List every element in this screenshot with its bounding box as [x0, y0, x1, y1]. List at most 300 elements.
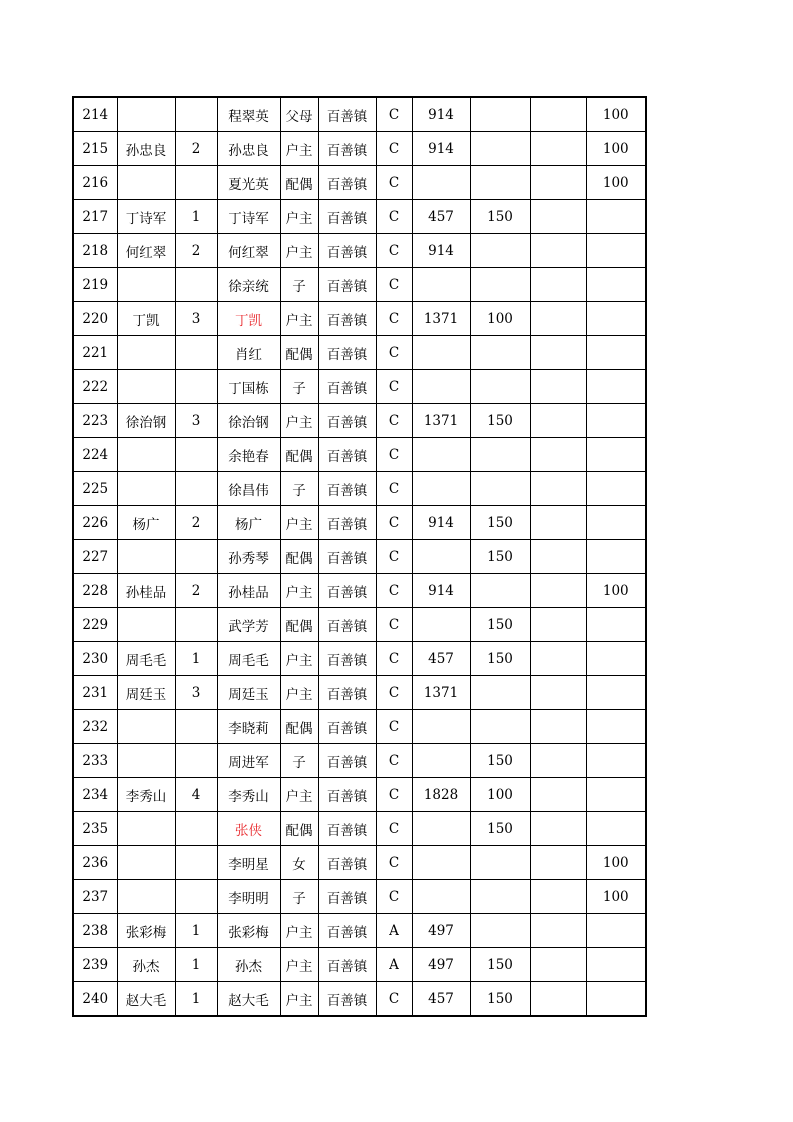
town-cell: 百善镇 [318, 370, 376, 404]
household-head-cell [117, 472, 175, 506]
subsidy-b-cell [530, 132, 586, 166]
relation-cell: 户主 [280, 234, 318, 268]
grade-cell: C [376, 880, 412, 914]
amount-cell [412, 472, 470, 506]
row-number-cell: 232 [73, 710, 117, 744]
table-row [73, 710, 646, 744]
town-cell: 百善镇 [318, 97, 376, 132]
member-name-cell: 孙忠良 [217, 132, 280, 166]
grade-cell: C [376, 438, 412, 472]
grade-cell: C [376, 166, 412, 200]
table-row [73, 608, 646, 642]
amount-cell: 457 [412, 200, 470, 234]
relation-cell: 户主 [280, 506, 318, 540]
relation-cell: 户主 [280, 302, 318, 336]
subsidy-c-cell: 100 [586, 97, 646, 132]
member-count-cell: 1 [175, 200, 217, 234]
member-count-cell [175, 166, 217, 200]
table-row [73, 97, 646, 132]
row-number-cell: 234 [73, 778, 117, 812]
subsidy-b-cell [530, 744, 586, 778]
relation-cell: 子 [280, 268, 318, 302]
relation-cell: 配偶 [280, 710, 318, 744]
subsidy-c-cell [586, 982, 646, 1017]
subsidy-c-cell [586, 642, 646, 676]
subsidy-c-cell [586, 608, 646, 642]
subsidy-a-cell [470, 370, 530, 404]
grade-cell: C [376, 574, 412, 608]
table-row [73, 132, 646, 166]
table-row [73, 336, 646, 370]
subsidy-b-cell [530, 268, 586, 302]
row-number-cell: 220 [73, 302, 117, 336]
row-number-cell: 235 [73, 812, 117, 846]
subsidy-a-cell: 150 [470, 200, 530, 234]
amount-cell: 914 [412, 506, 470, 540]
subsidy-b-cell [530, 234, 586, 268]
row-number-cell: 231 [73, 676, 117, 710]
table-row [73, 370, 646, 404]
subsidy-b-cell [530, 846, 586, 880]
subsidy-a-cell [470, 574, 530, 608]
relation-cell: 户主 [280, 982, 318, 1017]
amount-cell [412, 540, 470, 574]
subsidy-c-cell [586, 404, 646, 438]
subsidy-b-cell [530, 97, 586, 132]
table-row [73, 982, 646, 1017]
subsidy-b-cell [530, 880, 586, 914]
member-name-cell: 周毛毛 [217, 642, 280, 676]
amount-cell: 497 [412, 948, 470, 982]
subsidy-a-cell [470, 438, 530, 472]
relation-cell: 子 [280, 370, 318, 404]
subsidy-b-cell [530, 778, 586, 812]
relation-cell: 子 [280, 880, 318, 914]
subsidy-c-cell [586, 744, 646, 778]
relation-cell: 户主 [280, 676, 318, 710]
member-name-cell: 程翠英 [217, 97, 280, 132]
amount-cell [412, 744, 470, 778]
member-name-cell: 孙秀琴 [217, 540, 280, 574]
town-cell: 百善镇 [318, 506, 376, 540]
subsidy-a-cell: 150 [470, 948, 530, 982]
member-name-cell: 赵大毛 [217, 982, 280, 1017]
household-head-cell [117, 744, 175, 778]
town-cell: 百善镇 [318, 642, 376, 676]
household-head-cell [117, 438, 175, 472]
member-name-cell: 张彩梅 [217, 914, 280, 948]
household-head-cell [117, 540, 175, 574]
amount-cell: 1371 [412, 404, 470, 438]
grade-cell: C [376, 778, 412, 812]
grade-cell: C [376, 97, 412, 132]
grade-cell: C [376, 710, 412, 744]
subsidy-c-cell: 100 [586, 880, 646, 914]
table-row [73, 744, 646, 778]
subsidy-b-cell [530, 710, 586, 744]
table-row [73, 438, 646, 472]
table-row [73, 676, 646, 710]
member-count-cell [175, 710, 217, 744]
town-cell: 百善镇 [318, 880, 376, 914]
member-count-cell [175, 370, 217, 404]
member-count-cell [175, 812, 217, 846]
relation-cell: 配偶 [280, 812, 318, 846]
member-count-cell [175, 97, 217, 132]
relation-cell: 配偶 [280, 438, 318, 472]
town-cell: 百善镇 [318, 778, 376, 812]
amount-cell: 914 [412, 574, 470, 608]
amount-cell [412, 268, 470, 302]
row-number-cell: 217 [73, 200, 117, 234]
member-name-cell: 丁诗军 [217, 200, 280, 234]
subsidy-b-cell [530, 540, 586, 574]
amount-cell: 1371 [412, 676, 470, 710]
row-number-cell: 240 [73, 982, 117, 1017]
subsidy-c-cell [586, 778, 646, 812]
row-number-cell: 227 [73, 540, 117, 574]
subsidy-b-cell [530, 472, 586, 506]
town-cell: 百善镇 [318, 744, 376, 778]
subsidy-b-cell [530, 506, 586, 540]
subsidy-a-cell: 150 [470, 982, 530, 1017]
household-table [72, 96, 647, 1017]
town-cell: 百善镇 [318, 914, 376, 948]
grade-cell: C [376, 268, 412, 302]
member-count-cell: 2 [175, 234, 217, 268]
town-cell: 百善镇 [318, 166, 376, 200]
household-head-cell [117, 336, 175, 370]
subsidy-a-cell: 150 [470, 404, 530, 438]
row-number-cell: 236 [73, 846, 117, 880]
household-head-cell: 徐治钢 [117, 404, 175, 438]
household-head-cell [117, 710, 175, 744]
town-cell: 百善镇 [318, 472, 376, 506]
member-name-cell: 李明明 [217, 880, 280, 914]
town-cell: 百善镇 [318, 608, 376, 642]
relation-cell: 户主 [280, 914, 318, 948]
table-row [73, 268, 646, 302]
member-count-cell [175, 744, 217, 778]
subsidy-a-cell: 100 [470, 778, 530, 812]
member-name-cell: 李明星 [217, 846, 280, 880]
town-cell: 百善镇 [318, 710, 376, 744]
subsidy-b-cell [530, 914, 586, 948]
amount-cell [412, 846, 470, 880]
household-head-cell [117, 166, 175, 200]
town-cell: 百善镇 [318, 302, 376, 336]
subsidy-a-cell [470, 710, 530, 744]
town-cell: 百善镇 [318, 574, 376, 608]
table-row [73, 472, 646, 506]
member-name-cell: 李秀山 [217, 778, 280, 812]
subsidy-c-cell [586, 676, 646, 710]
subsidy-a-cell [470, 336, 530, 370]
relation-cell: 配偶 [280, 540, 318, 574]
household-head-cell: 孙杰 [117, 948, 175, 982]
table-row [73, 200, 646, 234]
grade-cell: C [376, 608, 412, 642]
relation-cell: 户主 [280, 404, 318, 438]
member-name-cell: 孙桂品 [217, 574, 280, 608]
member-count-cell: 2 [175, 574, 217, 608]
household-head-cell: 张彩梅 [117, 914, 175, 948]
subsidy-b-cell [530, 336, 586, 370]
member-name-cell: 何红翠 [217, 234, 280, 268]
row-number-cell: 216 [73, 166, 117, 200]
member-count-cell [175, 608, 217, 642]
row-number-cell: 228 [73, 574, 117, 608]
row-number-cell: 229 [73, 608, 117, 642]
grade-cell: C [376, 540, 412, 574]
row-number-cell: 223 [73, 404, 117, 438]
subsidy-a-cell [470, 914, 530, 948]
grade-cell: C [376, 370, 412, 404]
household-head-cell [117, 268, 175, 302]
grade-cell: C [376, 676, 412, 710]
table-row [73, 812, 646, 846]
household-head-cell [117, 880, 175, 914]
amount-cell: 457 [412, 642, 470, 676]
relation-cell: 户主 [280, 200, 318, 234]
subsidy-a-cell: 150 [470, 744, 530, 778]
member-name-cell: 丁凯 [217, 302, 280, 336]
grade-cell: C [376, 846, 412, 880]
grade-cell: C [376, 234, 412, 268]
member-name-cell: 徐亲统 [217, 268, 280, 302]
subsidy-c-cell [586, 200, 646, 234]
subsidy-a-cell: 150 [470, 642, 530, 676]
member-count-cell: 4 [175, 778, 217, 812]
amount-cell: 1371 [412, 302, 470, 336]
town-cell: 百善镇 [318, 268, 376, 302]
household-head-cell: 丁诗军 [117, 200, 175, 234]
household-head-cell: 周廷玉 [117, 676, 175, 710]
subsidy-c-cell [586, 472, 646, 506]
subsidy-b-cell [530, 166, 586, 200]
amount-cell [412, 370, 470, 404]
table-body [73, 97, 646, 1016]
amount-cell: 914 [412, 97, 470, 132]
member-name-cell: 肖红 [217, 336, 280, 370]
row-number-cell: 224 [73, 438, 117, 472]
grade-cell: C [376, 336, 412, 370]
member-count-cell: 1 [175, 982, 217, 1017]
subsidy-a-cell [470, 846, 530, 880]
subsidy-c-cell: 100 [586, 846, 646, 880]
relation-cell: 户主 [280, 948, 318, 982]
subsidy-c-cell [586, 268, 646, 302]
subsidy-c-cell: 100 [586, 132, 646, 166]
grade-cell: C [376, 642, 412, 676]
relation-cell: 户主 [280, 642, 318, 676]
amount-cell: 497 [412, 914, 470, 948]
subsidy-a-cell [470, 97, 530, 132]
subsidy-c-cell [586, 948, 646, 982]
grade-cell: C [376, 302, 412, 336]
town-cell: 百善镇 [318, 846, 376, 880]
grade-cell: C [376, 982, 412, 1017]
subsidy-c-cell: 100 [586, 166, 646, 200]
row-number-cell: 221 [73, 336, 117, 370]
table-row [73, 302, 646, 336]
row-number-cell: 222 [73, 370, 117, 404]
member-name-cell: 周廷玉 [217, 676, 280, 710]
subsidy-a-cell [470, 166, 530, 200]
table-row [73, 404, 646, 438]
row-number-cell: 230 [73, 642, 117, 676]
subsidy-c-cell [586, 914, 646, 948]
table-row [73, 846, 646, 880]
household-head-cell [117, 846, 175, 880]
row-number-cell: 225 [73, 472, 117, 506]
subsidy-b-cell [530, 574, 586, 608]
relation-cell: 配偶 [280, 336, 318, 370]
member-count-cell [175, 846, 217, 880]
row-number-cell: 219 [73, 268, 117, 302]
amount-cell [412, 880, 470, 914]
household-head-cell: 丁凯 [117, 302, 175, 336]
relation-cell: 户主 [280, 132, 318, 166]
subsidy-a-cell [470, 234, 530, 268]
subsidy-a-cell: 100 [470, 302, 530, 336]
subsidy-b-cell [530, 370, 586, 404]
table-row [73, 914, 646, 948]
amount-cell [412, 438, 470, 472]
grade-cell: A [376, 948, 412, 982]
grade-cell: C [376, 472, 412, 506]
town-cell: 百善镇 [318, 200, 376, 234]
town-cell: 百善镇 [318, 404, 376, 438]
subsidy-c-cell [586, 370, 646, 404]
subsidy-a-cell: 150 [470, 812, 530, 846]
grade-cell: C [376, 132, 412, 166]
town-cell: 百善镇 [318, 540, 376, 574]
town-cell: 百善镇 [318, 336, 376, 370]
table-row [73, 166, 646, 200]
member-count-cell: 2 [175, 132, 217, 166]
subsidy-b-cell [530, 200, 586, 234]
member-name-cell: 张侠 [217, 812, 280, 846]
subsidy-a-cell [470, 676, 530, 710]
household-head-cell [117, 608, 175, 642]
member-count-cell [175, 438, 217, 472]
amount-cell [412, 710, 470, 744]
subsidy-c-cell [586, 812, 646, 846]
subsidy-c-cell [586, 336, 646, 370]
subsidy-b-cell [530, 404, 586, 438]
relation-cell: 女 [280, 846, 318, 880]
member-count-cell: 3 [175, 676, 217, 710]
row-number-cell: 237 [73, 880, 117, 914]
row-number-cell: 215 [73, 132, 117, 166]
relation-cell: 子 [280, 744, 318, 778]
household-head-cell: 孙桂品 [117, 574, 175, 608]
grade-cell: C [376, 200, 412, 234]
member-count-cell [175, 268, 217, 302]
subsidy-b-cell [530, 812, 586, 846]
relation-cell: 子 [280, 472, 318, 506]
subsidy-b-cell [530, 608, 586, 642]
subsidy-c-cell [586, 506, 646, 540]
table-row [73, 642, 646, 676]
table-row [73, 574, 646, 608]
subsidy-b-cell [530, 676, 586, 710]
row-number-cell: 239 [73, 948, 117, 982]
subsidy-b-cell [530, 948, 586, 982]
household-head-cell [117, 370, 175, 404]
member-name-cell: 丁国栋 [217, 370, 280, 404]
subsidy-b-cell [530, 982, 586, 1017]
amount-cell [412, 608, 470, 642]
subsidy-c-cell [586, 234, 646, 268]
amount-cell: 914 [412, 234, 470, 268]
household-head-cell: 何红翠 [117, 234, 175, 268]
row-number-cell: 226 [73, 506, 117, 540]
member-count-cell: 1 [175, 642, 217, 676]
subsidy-b-cell [530, 438, 586, 472]
household-head-cell [117, 812, 175, 846]
member-name-cell: 夏光英 [217, 166, 280, 200]
row-number-cell: 218 [73, 234, 117, 268]
household-head-cell: 李秀山 [117, 778, 175, 812]
household-head-cell: 杨广 [117, 506, 175, 540]
subsidy-a-cell [470, 472, 530, 506]
member-name-cell: 周进军 [217, 744, 280, 778]
row-number-cell: 233 [73, 744, 117, 778]
table-row [73, 540, 646, 574]
subsidy-a-cell [470, 132, 530, 166]
member-count-cell [175, 540, 217, 574]
table-row [73, 234, 646, 268]
subsidy-c-cell [586, 302, 646, 336]
subsidy-a-cell: 150 [470, 540, 530, 574]
amount-cell: 1828 [412, 778, 470, 812]
member-count-cell [175, 472, 217, 506]
subsidy-c-cell [586, 540, 646, 574]
member-count-cell: 2 [175, 506, 217, 540]
member-name-cell: 孙杰 [217, 948, 280, 982]
household-head-cell: 孙忠良 [117, 132, 175, 166]
relation-cell: 配偶 [280, 608, 318, 642]
member-count-cell: 1 [175, 914, 217, 948]
table-row [73, 778, 646, 812]
subsidy-a-cell: 150 [470, 608, 530, 642]
grade-cell: A [376, 914, 412, 948]
subsidy-c-cell: 100 [586, 574, 646, 608]
relation-cell: 配偶 [280, 166, 318, 200]
town-cell: 百善镇 [318, 132, 376, 166]
grade-cell: C [376, 404, 412, 438]
town-cell: 百善镇 [318, 948, 376, 982]
member-count-cell: 3 [175, 302, 217, 336]
amount-cell [412, 812, 470, 846]
town-cell: 百善镇 [318, 438, 376, 472]
subsidy-c-cell [586, 710, 646, 744]
member-count-cell [175, 336, 217, 370]
household-head-cell [117, 97, 175, 132]
town-cell: 百善镇 [318, 812, 376, 846]
table-row [73, 880, 646, 914]
row-number-cell: 238 [73, 914, 117, 948]
amount-cell [412, 336, 470, 370]
relation-cell: 父母 [280, 97, 318, 132]
member-count-cell [175, 880, 217, 914]
member-count-cell: 1 [175, 948, 217, 982]
subsidy-a-cell [470, 880, 530, 914]
table-row [73, 506, 646, 540]
member-name-cell: 杨广 [217, 506, 280, 540]
